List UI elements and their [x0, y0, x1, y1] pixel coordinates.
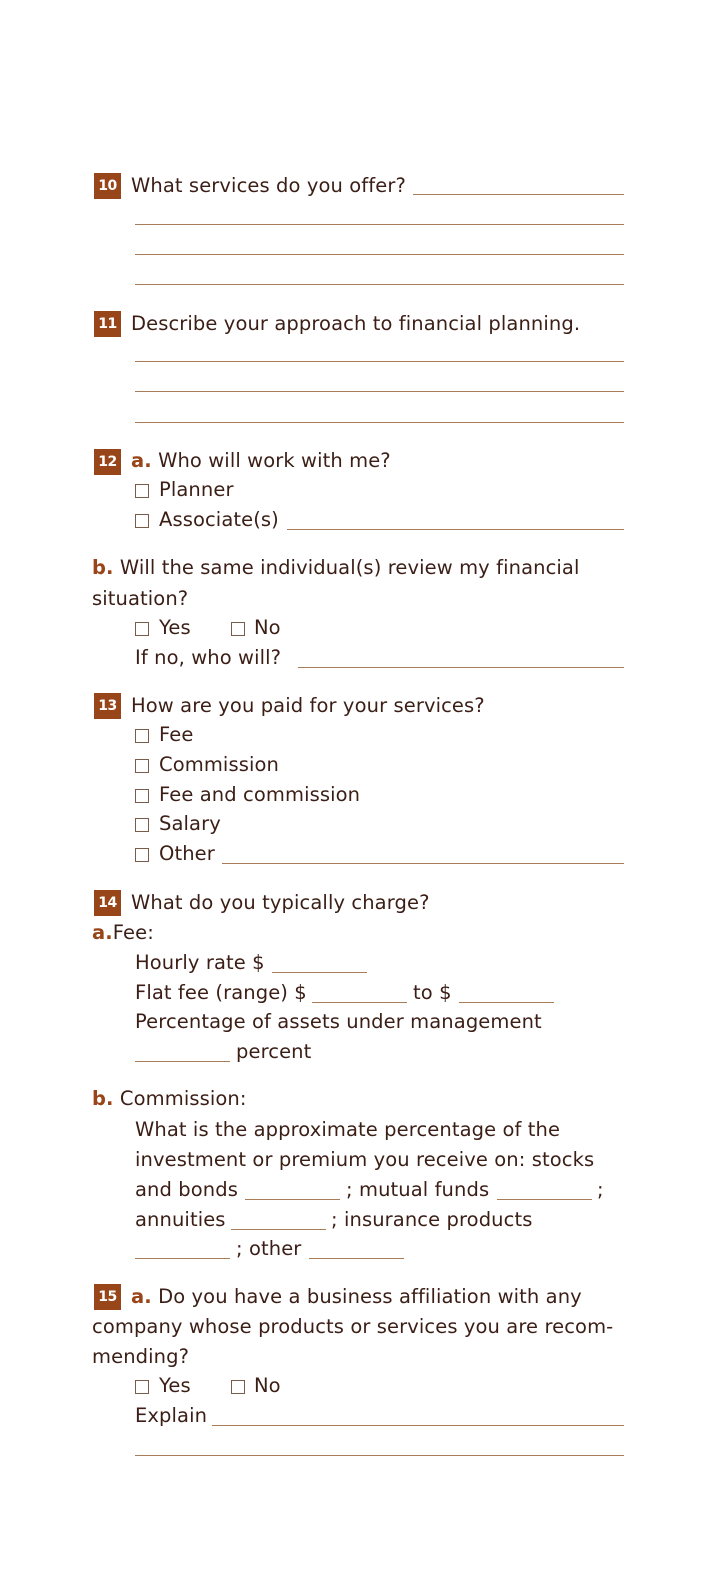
answer-line[interactable] — [135, 254, 624, 255]
field-label: Flat fee (range) $ — [135, 981, 307, 1004]
fee-and-commission-checkbox[interactable] — [135, 789, 149, 803]
fee-checkbox[interactable] — [135, 729, 149, 743]
flat-fee-from-line[interactable] — [312, 1002, 407, 1003]
no-checkbox[interactable] — [231, 1380, 245, 1394]
part-label: a. — [92, 921, 113, 944]
option-label: Associate(s) — [159, 508, 279, 531]
part-label: a. — [131, 1285, 152, 1308]
answer-line[interactable] — [287, 529, 624, 530]
field-label: ; insurance products — [331, 1208, 533, 1231]
part-text: Who will work with me? — [158, 449, 391, 472]
annuities-line[interactable] — [231, 1229, 326, 1230]
field-label: Hourly rate $ — [135, 951, 265, 974]
field-label: If no, who will? — [135, 646, 282, 669]
insurance-products-line[interactable] — [135, 1258, 230, 1259]
answer-line[interactable] — [135, 391, 624, 392]
option-label: Yes — [159, 1374, 191, 1397]
question-text — [92, 919, 154, 947]
planner-checkbox[interactable] — [135, 484, 149, 498]
part-label: b. — [92, 1087, 114, 1110]
question-number-badge: 14 — [94, 890, 121, 916]
field-label: Explain — [135, 1404, 208, 1427]
question-number-badge: 11 — [94, 311, 121, 337]
field-label: ; other — [236, 1237, 302, 1260]
part-text: Do you have a business affiliation with any — [158, 1285, 582, 1308]
answer-line[interactable] — [135, 284, 624, 285]
question-text — [92, 554, 579, 582]
other-commission-line[interactable] — [309, 1258, 404, 1259]
flat-fee-to-line[interactable] — [459, 1002, 554, 1003]
option-label: Fee and commission — [159, 783, 361, 806]
yes-checkbox[interactable] — [135, 1380, 149, 1394]
associates-checkbox[interactable] — [135, 514, 149, 528]
part-text: Commission: — [119, 1087, 247, 1110]
hourly-rate-line[interactable] — [272, 972, 367, 973]
question-text: Describe your approach to financial planning. — [131, 312, 581, 335]
question-text: What do you typically charge? — [131, 891, 430, 914]
question-number-badge: 13 — [94, 693, 121, 719]
part-text: Will the same individual(s) review my financial — [119, 556, 580, 579]
option-label: Other — [159, 842, 215, 865]
answer-line[interactable] — [298, 667, 624, 668]
answer-line[interactable] — [212, 1425, 624, 1426]
field-label: to $ — [413, 981, 452, 1004]
answer-line[interactable] — [135, 224, 624, 225]
answer-line[interactable] — [135, 422, 624, 423]
option-label: Yes — [159, 616, 191, 639]
yes-checkbox[interactable] — [135, 622, 149, 636]
part-label: a. — [131, 449, 152, 472]
option-label: No — [254, 616, 281, 639]
percent-line[interactable] — [135, 1061, 230, 1062]
field-label: What is the approximate percentage of the — [135, 1118, 561, 1141]
question-text: What services do you offer? — [131, 174, 406, 197]
salary-checkbox[interactable] — [135, 818, 149, 832]
question-text — [92, 1085, 247, 1113]
no-checkbox[interactable] — [231, 622, 245, 636]
field-label: ; — [597, 1178, 604, 1201]
answer-line[interactable] — [135, 361, 624, 362]
mutual-funds-line[interactable] — [497, 1199, 592, 1200]
part-label: b. — [92, 556, 114, 579]
commission-checkbox[interactable] — [135, 759, 149, 773]
question-text — [131, 1283, 582, 1311]
question-text: mending? — [92, 1345, 190, 1368]
field-label: annuities — [135, 1208, 226, 1231]
question-text — [131, 447, 391, 475]
question-number-badge: 12 — [94, 449, 121, 475]
field-label: investment or premium you receive on: stocks — [135, 1148, 595, 1171]
question-text: company whose products or services you are recom- — [92, 1315, 614, 1338]
answer-line[interactable] — [135, 1455, 624, 1456]
field-label: percent — [236, 1040, 312, 1063]
part-text: Fee: — [112, 921, 154, 944]
option-label: Commission — [159, 753, 279, 776]
question-text: situation? — [92, 587, 189, 610]
stocks-bonds-line[interactable] — [245, 1199, 340, 1200]
option-label: Fee — [159, 723, 194, 746]
other-checkbox[interactable] — [135, 848, 149, 862]
question-text: How are you paid for your services? — [131, 694, 485, 717]
question-number-badge: 15 — [94, 1284, 121, 1310]
answer-line[interactable] — [222, 863, 624, 864]
option-label: Salary — [159, 812, 221, 835]
question-number-badge: 10 — [94, 173, 121, 199]
option-label: Planner — [159, 478, 234, 501]
option-label: No — [254, 1374, 281, 1397]
field-label: Percentage of assets under management — [135, 1010, 542, 1033]
field-label: ; mutual funds — [346, 1178, 490, 1201]
field-label: and bonds — [135, 1178, 238, 1201]
answer-line[interactable] — [413, 194, 624, 195]
